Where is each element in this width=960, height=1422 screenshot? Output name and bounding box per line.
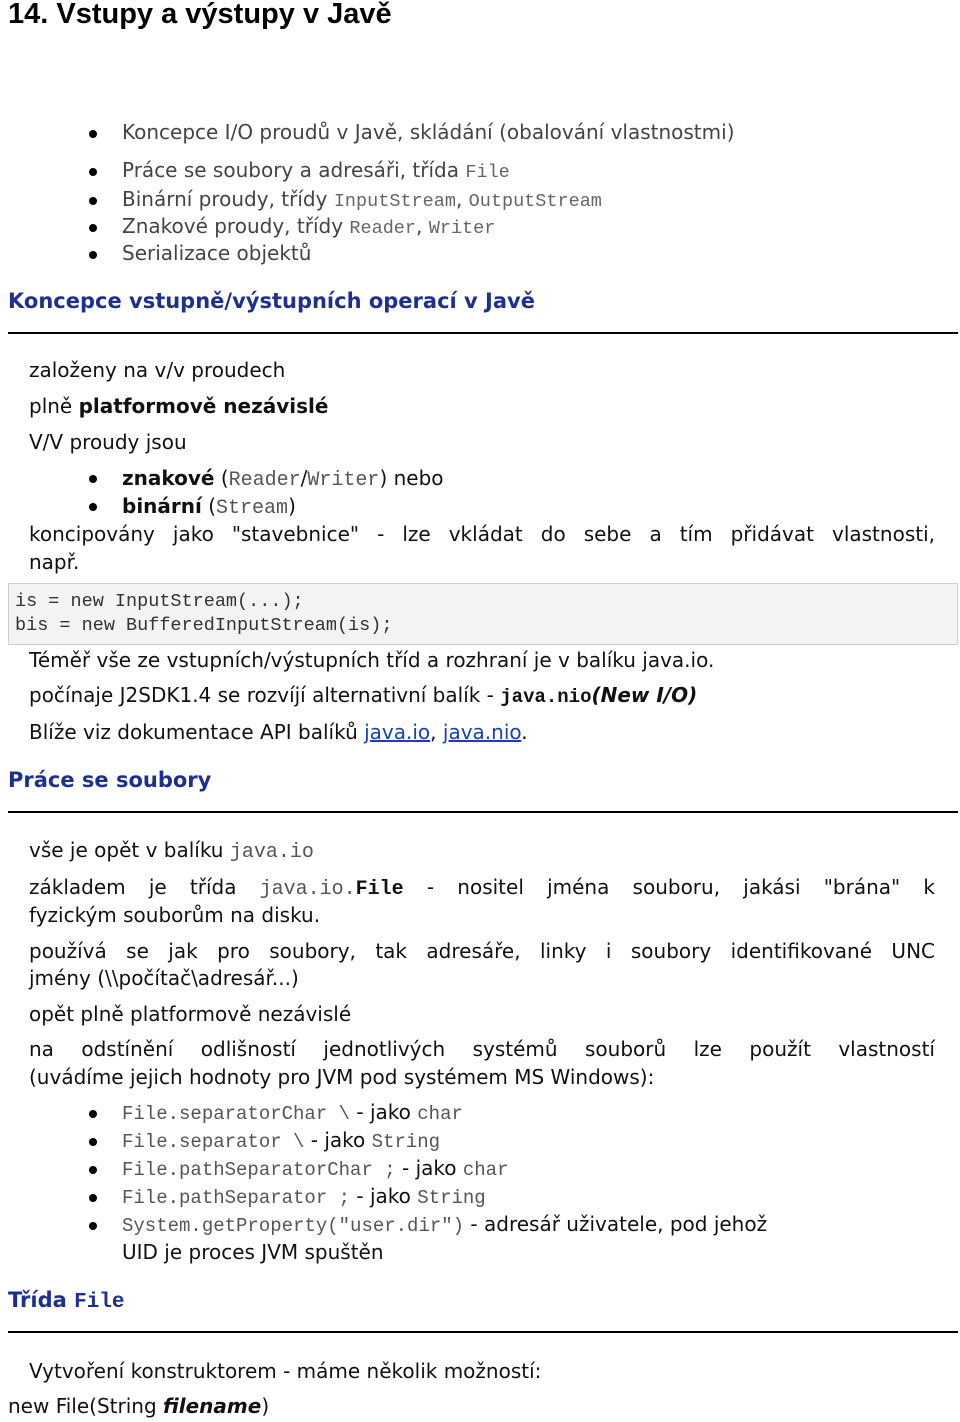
paragraph: založeny na v/v proudech (29, 358, 286, 382)
code-inline: System.getProperty("user.dir") (122, 1215, 465, 1237)
list-item: znakové (Reader/Writer) nebo (122, 466, 444, 492)
paragraph: opět plně platformově nezávislé (29, 1002, 352, 1026)
section-heading-file-class: Třída File (8, 1288, 125, 1314)
bullet-dot (89, 1194, 97, 1202)
intro-list-item: Koncepce I/O proudů v Javě, skládání (obalování vlastnostmi) (122, 120, 735, 144)
page-title: 14. Vstupy a výstupy v Javě (8, 0, 392, 30)
paragraph: Téměř vše ze vstupních/výstupních tříd a rozhraní je v balíku java.io. (29, 648, 715, 672)
paragraph-file-class: základem je třída java.io.File - nositel jména souboru, jakási "brána" k (29, 875, 936, 901)
list-item-continuation: UID je proces JVM spuštěn (122, 1240, 384, 1264)
bold-text: platformově nezávislé (78, 394, 329, 418)
paragraph: vše je opět v balíku java.io (29, 838, 314, 864)
code-line: bis = new BufferedInputStream(is); (15, 615, 393, 636)
bullet-dot (89, 1166, 97, 1174)
code-inline: java.nio (500, 686, 592, 708)
paragraph: (uvádíme jejich hodnoty pro JVM pod systémem MS Windows): (29, 1065, 655, 1089)
bold-italic-text: (New I/O) (591, 683, 698, 707)
intro-list-item: Binární proudy, třídy InputStream, OutputStream (122, 187, 602, 212)
paragraph: Blíže viz dokumentace API balíků java.io, java.nio. (29, 720, 528, 744)
bullet-dot (89, 168, 97, 176)
paragraph: počínaje J2SDK1.4 se rozvíjí alternativní balík - java.nio(New I/O) (29, 683, 698, 708)
code-inline: java.io (229, 841, 314, 864)
section-heading-files: Práce se soubory (8, 768, 212, 792)
bullet-dot (89, 1138, 97, 1146)
property-list-item: File.separatorChar \ - jako char (122, 1100, 463, 1125)
paragraph: jmény (\\počítač\adresář...) (29, 966, 299, 990)
section-divider (8, 1331, 958, 1333)
paragraph: fyzickým souborům na disku. (29, 903, 321, 927)
paragraph: používá se jak pro soubory, tak adresáře, linky i soubory identifikované UNC (29, 939, 935, 963)
paragraph-constructor: new File(String filename) (8, 1394, 270, 1418)
property-list-item: File.pathSeparatorChar ; - jako char (122, 1156, 509, 1181)
bullet-dot (89, 1222, 97, 1230)
paragraph: např. (29, 550, 80, 574)
list-item: binární (Stream) (122, 494, 296, 520)
bullet-dot (89, 503, 97, 511)
bullet-dot (89, 1110, 97, 1118)
intro-list-item: Znakové proudy, třídy Reader, Writer (122, 214, 496, 239)
list-item: System.getProperty("user.dir") - adresář uživatele, pod jehož (122, 1212, 768, 1237)
intro-list-item: Serializace objektů (122, 241, 312, 265)
bullet-dot (89, 251, 97, 259)
bullet-dot (89, 475, 97, 483)
bullet-dot (89, 224, 97, 232)
code-line: is = new InputStream(...); (15, 591, 304, 612)
paragraph: na odstínění odlišností jednotlivých systémů souborů lze použít vlastností (29, 1037, 935, 1061)
intro-list-item: Práce se soubory a adresáři, třída File (122, 158, 510, 183)
bullet-dot (89, 197, 97, 205)
section-divider (8, 811, 958, 813)
section-heading-io-concept: Koncepce vstupně/výstupních operací v Javě (8, 289, 535, 313)
section-divider (8, 332, 958, 334)
paragraph: Vytvoření konstruktorem - máme několik možností: (29, 1359, 542, 1383)
link-java-nio[interactable]: java.nio (442, 720, 522, 744)
code-block (8, 583, 958, 645)
property-list-item: File.separator \ - jako String (122, 1128, 441, 1153)
bullet-dot (89, 130, 97, 138)
property-list-item: File.pathSeparator ; - jako String (122, 1184, 486, 1209)
link-java-io[interactable]: java.io (364, 720, 431, 744)
paragraph: V/V proudy jsou (29, 430, 187, 454)
paragraph: plně platformově nezávislé (29, 394, 329, 418)
paragraph: koncipovány jako "stavebnice" - lze vkládat do sebe a tím přidávat vlastnosti, (29, 522, 935, 546)
